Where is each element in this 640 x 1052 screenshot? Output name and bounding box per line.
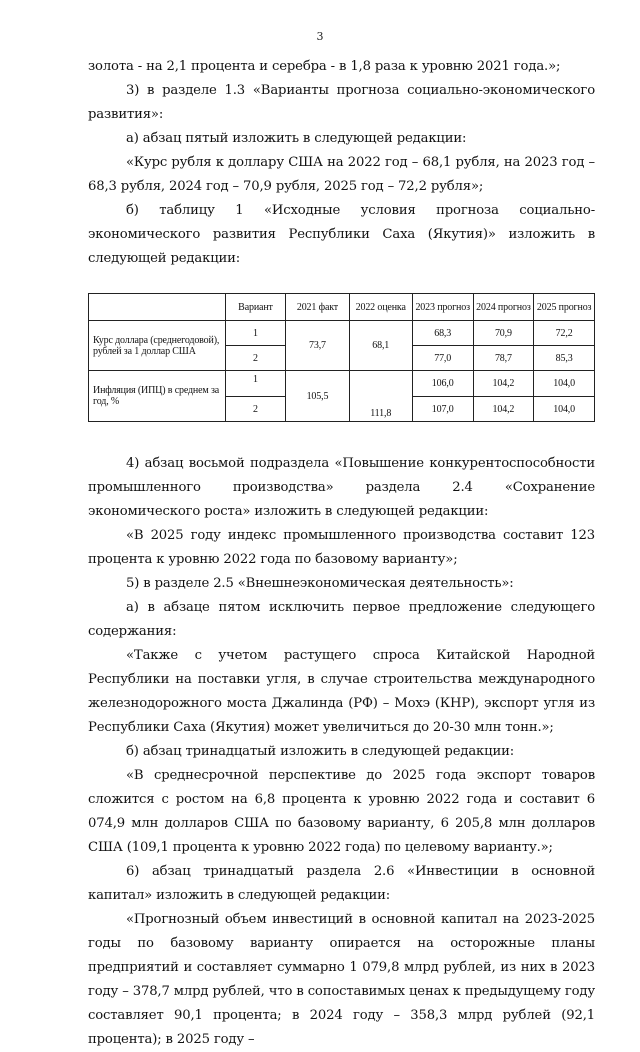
forecast-2024-cell: 70,9 bbox=[473, 321, 534, 346]
header-cell: 2025 прогноз bbox=[534, 294, 595, 321]
document-body bbox=[88, 55, 595, 1052]
indicator-cell: Инфляция (ИПЦ) в среднем за год, % bbox=[89, 371, 226, 422]
paragraph: б) таблицу 1 «Исходные условия прогноза социально-экономического развития Республики Саха (Якутия)» изложить в следующей редакции: bbox=[88, 203, 595, 266]
forecast-2023-cell: 106,0 bbox=[412, 371, 473, 397]
header-cell: 2024 прогноз bbox=[473, 294, 534, 321]
paragraph: «В среднесрочной перспективе до 2025 года экспорт товаров сложится с ростом на 6,8 процента к уровню 2022 года и составит 6 074,9 млн долларов США по базовому варианту, 6 205,8 млн долларов США (109,1 процента к уровню 2022 года) по целевому варианту.»; bbox=[88, 768, 595, 855]
paragraphs-top bbox=[88, 55, 595, 271]
paragraph: «Курс рубля к доллару США на 2022 год – 68,1 рубля, на 2023 год – 68,3 рубля, 2024 год – 70,9 рубля, 2025 год – 72,2 рубля»; bbox=[88, 155, 595, 194]
forecast-2024-cell: 104,2 bbox=[473, 371, 534, 397]
paragraph: «Прогнозный объем инвестиций в основной капитал на 2023-2025 годы по базовому варианту опирается на осторожные планы предприятий и составляет суммарно 1 079,8 млрд рублей, из них в 2023 году – 378,7 млрд рублей, что в сопоставимых ценах к предыдущему году составляет 90,1 процента; в 2024 году – 358,3 млрд рублей (92,1 процента); в 2025 году – bbox=[88, 912, 595, 1047]
forecast-2025-cell: 104,0 bbox=[534, 397, 595, 422]
table-row bbox=[89, 371, 595, 397]
variant-cell: 1 bbox=[225, 371, 286, 397]
paragraph: золота - на 2,1 процента и серебра - в 1,8 раза к уровню 2021 года.»; bbox=[88, 59, 561, 74]
forecast-2023-cell: 77,0 bbox=[412, 346, 473, 371]
paragraph: 6) абзац тринадцатый раздела 2.6 «Инвестиции в основной капитал» изложить в следующей редакции: bbox=[88, 864, 595, 903]
variant-cell: 1 bbox=[225, 321, 286, 346]
fact-2021-cell: 73,7 bbox=[286, 321, 349, 371]
header-cell: 2021 факт bbox=[286, 294, 349, 321]
forecast-table-wrapper bbox=[88, 293, 595, 422]
variant-cell: 2 bbox=[225, 397, 286, 422]
variant-cell: 2 bbox=[225, 346, 286, 371]
paragraph: а) в абзаце пятом исключить первое предложение следующего содержания: bbox=[88, 600, 595, 639]
fact-2021-cell: 105,5 bbox=[286, 371, 349, 422]
table-header-row bbox=[89, 294, 595, 321]
estimate-2022-cell: 111,8 bbox=[349, 371, 412, 422]
paragraph: б) абзац тринадцатый изложить в следующей редакции: bbox=[126, 744, 515, 759]
page-number: 3 bbox=[316, 30, 324, 43]
paragraph: 3) в разделе 1.3 «Варианты прогноза социально-экономического развития»: bbox=[88, 83, 595, 122]
header-cell: 2023 прогноз bbox=[412, 294, 473, 321]
header-cell: Вариант bbox=[225, 294, 286, 321]
forecast-2024-cell: 78,7 bbox=[473, 346, 534, 371]
paragraph: «Также с учетом растущего спроса Китайской Народной Республики на поставки угля, в случае строительства международного железнодорожного моста Джалинда (РФ) – Мохэ (КНР), экспорт угля из Республики Саха (Якутия) может увеличиться до 20-30 млн тонн.»; bbox=[88, 648, 595, 735]
forecast-2024-cell: 104,2 bbox=[473, 397, 534, 422]
paragraph: 5) в разделе 2.5 «Внешнеэкономическая деятельность»: bbox=[126, 576, 514, 591]
forecast-2025-cell: 72,2 bbox=[534, 321, 595, 346]
header-cell: 2022 оценка bbox=[349, 294, 412, 321]
forecast-table bbox=[88, 293, 595, 422]
forecast-2025-cell: 104,0 bbox=[534, 371, 595, 397]
paragraph: а) абзац пятый изложить в следующей редакции: bbox=[126, 131, 467, 146]
header-cell bbox=[89, 294, 226, 321]
indicator-cell: Курс доллара (среднегодовой), рублей за 1 доллар США bbox=[89, 321, 226, 371]
paragraph: 4) абзац восьмой подраздела «Повышение конкурентоспособности промышленного производства» раздела 2.4 «Сохранение экономического роста» изложить в следующей редакции: bbox=[88, 456, 595, 519]
forecast-2023-cell: 107,0 bbox=[412, 397, 473, 422]
forecast-2023-cell: 68,3 bbox=[412, 321, 473, 346]
paragraphs-bottom bbox=[88, 452, 595, 1052]
estimate-2022-cell: 68,1 bbox=[349, 321, 412, 371]
forecast-2025-cell: 85,3 bbox=[534, 346, 595, 371]
paragraph: «В 2025 году индекс промышленного производства составит 123 процента к уровню 2022 года по базовому варианту»; bbox=[88, 528, 595, 567]
table-row bbox=[89, 321, 595, 346]
